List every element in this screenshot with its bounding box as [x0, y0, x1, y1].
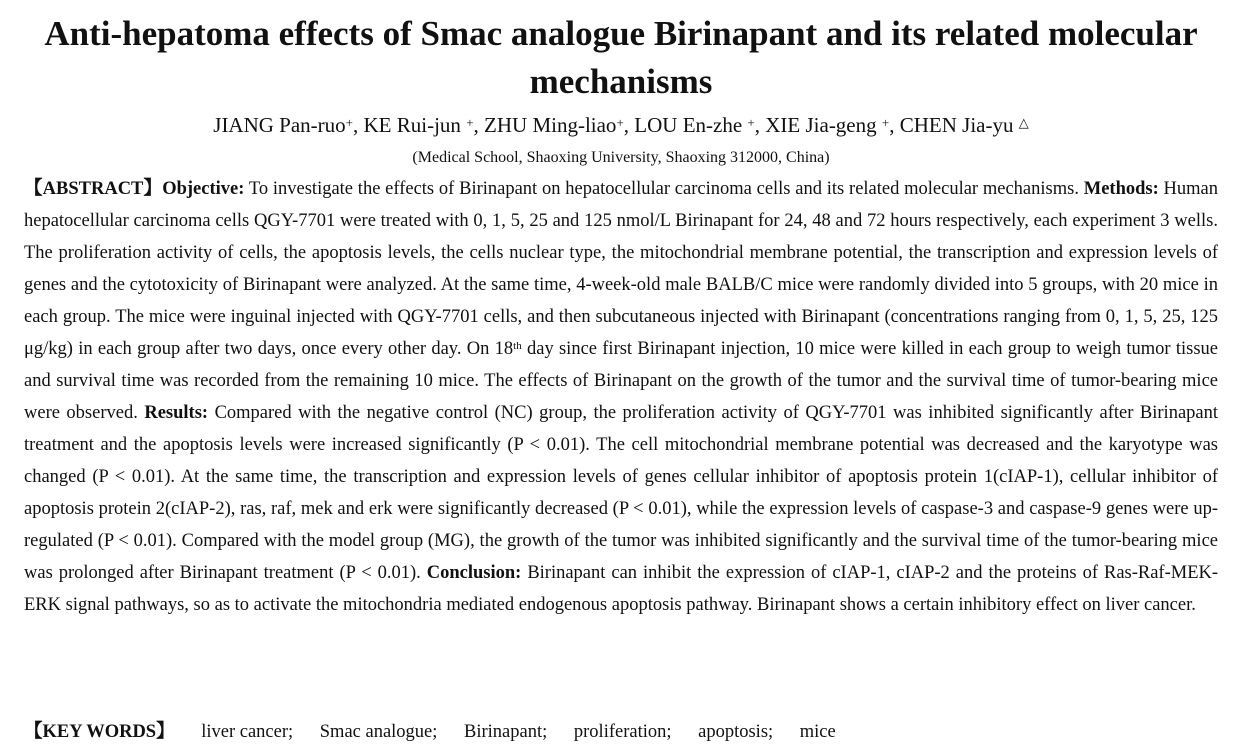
author-mark: +	[747, 115, 755, 130]
paper-title: Anti-hepatoma effects of Smac analogue Birinapant and its related molecular mechanisms	[44, 14, 1198, 101]
objective-text: To investigate the effects of Birinapant on hepatocellular carcinoma cells and its related molecular mechanisms.	[248, 179, 1079, 199]
keyword: mice	[799, 722, 836, 742]
keyword: Smac analogue;	[319, 722, 438, 742]
results-text: Compared with the negative control (NC) group, the proliferation activity of QGY-7701 was inhibited significantly after Birinapant treatment and the apoptosis levels were increased significantly (P < 0.01). The cell mitochondrial membrane potential was decreased and the karyotype was changed (P < 0.01). At the same time, the transcription and expression levels of genes cellular inhibitor of apoptosis protein 1(cIAP-1), cellular inhibitor of apoptosis protein 2(cIAP-2), ras, raf, mek and erk were significantly decreased (P < 0.01), while the expression levels of caspase-3 and caspase-9 genes were up-regulated (P < 0.01). Compared with the model group (MG), the growth of the tumor was inhibited significantly and the survival time of the tumor-bearing mice was prolonged after Birinapant treatment (P < 0.01).	[24, 403, 1219, 583]
keyword: liver cancer;	[201, 722, 294, 742]
keywords-line	[24, 716, 1218, 748]
keywords-heading: 【KEY WORDS】	[24, 722, 175, 742]
ordinal-suffix: th	[513, 340, 522, 352]
author-list: JIANG Pan-ruo+, KE Rui-jun +, ZHU Ming-liao+, LOU En-zhe +, XIE Jia-geng +, CHEN Jia-yu △	[213, 113, 1029, 137]
abstract-heading: 【ABSTRACT】	[24, 179, 163, 199]
methods-text-continued: day since first Birinapant injection, 10 mice were killed in each group to weigh tumor tissue and survival time was recorded from the remaining 10 mice. The effects of Birinapant on the growth of the tumor and the survival time of tumor-bearing mice were observed.	[24, 339, 1218, 423]
results-label: Results:	[144, 403, 209, 423]
author: JIANG Pan-ruo+	[213, 113, 354, 137]
author-mark: +	[466, 115, 474, 130]
author-mark: △	[1018, 115, 1029, 130]
author: ZHU Ming-liao+	[484, 113, 624, 137]
author: CHEN Jia-yu △	[899, 113, 1029, 137]
keyword: Birinapant;	[464, 722, 548, 742]
author-mark: +	[345, 115, 354, 130]
objective-label: Objective:	[162, 179, 245, 199]
conclusion-label: Conclusion:	[426, 563, 522, 583]
author-mark: +	[881, 115, 890, 130]
keyword: proliferation;	[573, 722, 672, 742]
conclusion-text: Birinapant can inhibit the expression of cIAP-1, cIAP-2 and the proteins of Ras-Raf-MEK-ERK signal pathways, so as to activate the mitochondria mediated endogenous apoptosis pathway. Birinapant shows a certain inhibitory effect on liver cancer.	[24, 563, 1219, 615]
affiliation: (Medical School, Shaoxing University, Shaoxing 312000, China)	[412, 149, 830, 166]
author: LOU En-zhe +	[634, 113, 755, 137]
keyword: apoptosis;	[698, 722, 774, 742]
abstract-body	[24, 173, 1218, 621]
author-mark: +	[616, 115, 624, 130]
methods-text: Human hepatocellular carcinoma cells QGY-7701 were treated with 0, 1, 5, 25 and 125 nmol/L Birinapant for 24, 48 and 72 hours respectively, each experiment 3 wells. The proliferation activity of cells, the apoptosis levels, the cells nuclear type, the mitochondrial membrane potential, the transcription and expression levels of genes and the cytotoxicity of Birinapant were analyzed. At the same time, 4-week-old male BALB/C mice were randomly divided into 5 groups, with 20 mice in each group. The mice were inguinal injected with QGY-7701 cells, and then subcutaneous injected with Birinapant (concentrations ranging from 0, 1, 5, 25, 125 μg/kg) in each group after two days, once every other day. On 18	[24, 179, 1219, 359]
methods-label: Methods:	[1083, 179, 1159, 199]
author: XIE Jia-geng +	[765, 113, 890, 137]
author: KE Rui-jun +	[363, 113, 474, 137]
